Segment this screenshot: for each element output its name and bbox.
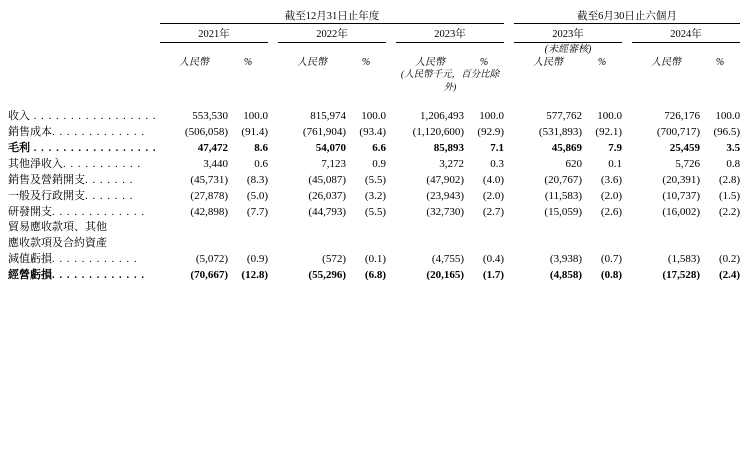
cell-value: 3,440 [203,157,228,170]
header-group-interim: 截至6月30日止六個月 [514,10,740,24]
header-bottom-spacer-row [8,95,740,109]
cell-value: (93.4) [359,125,386,138]
cell-gap [268,109,278,125]
cell-empty [160,236,740,252]
row-label-text: 其他淨收入 [8,157,63,170]
header-group-annual: 截至12月31日止年度 [160,10,504,24]
header-year-2024-interim: 2024年 [632,28,740,42]
header-year-gap-3 [504,28,514,42]
cell-value: (6.8) [364,269,386,282]
cell-gap [268,157,278,173]
cell-value: (700,717) [656,125,700,138]
table-row [8,220,740,236]
row-label-text: 貿易應收款項、其他 [8,221,107,234]
cell-value: (2.2) [718,205,740,218]
cell-value: (92.9) [477,125,504,138]
row-label-dots: . . . . . . . . . . . . . . . . . [30,142,157,154]
cell-empty [160,220,740,236]
cell-gap [622,125,632,141]
table-row [8,268,740,284]
row-label-cell [8,236,160,252]
header-currency-row [8,56,740,70]
cell-gap [386,173,396,189]
header-year-row [8,28,740,42]
header-year-2023-interim: 2023年 [514,28,622,42]
header-currency-gap-3 [504,56,514,70]
cell-gap [386,189,396,205]
cell-value: (3,938) [549,253,582,266]
cell-gap [504,141,514,157]
header-percent-2022: % [361,56,371,68]
table-row [8,189,740,205]
header-corner-cell [8,10,160,24]
row-label-text: 銷售及營銷開支 [8,173,85,186]
cell-value: (7.7) [246,205,268,218]
cell-value: 0.1 [608,157,622,170]
row-label-dots: . . . . . . . . . . . . . [52,126,146,138]
cell-value: (531,893) [538,125,582,138]
cell-value: (5.5) [364,205,386,218]
cell-value: (2.4) [718,269,740,282]
header-unit-blank-3 [514,69,622,95]
cell-value: 726,176 [664,109,700,122]
cell-value: (26,037) [308,189,346,202]
cell-value: 7,123 [321,157,346,170]
header-currency-2024h: 人民幣 [651,56,681,68]
cell-value: 3.5 [726,141,740,154]
cell-value: (2.7) [482,205,504,218]
cell-value: 54,070 [315,141,346,154]
cell-value: (1.7) [482,269,504,282]
financial-table [8,10,740,284]
header-unit-gap-1 [268,69,278,95]
cell-value: 100.0 [715,109,740,122]
cell-value: 6.6 [372,141,386,154]
cell-value: (15,059) [544,205,582,218]
row-label-dots: . . . . . . . . . . . . [52,254,138,266]
header-currency-gap-2 [386,56,396,70]
cell-value: (4,858) [549,269,582,282]
cell-value: (45,731) [190,173,228,186]
cell-gap [622,157,632,173]
row-label-text: 收入 [8,109,30,122]
cell-value: 0.3 [490,157,504,170]
cell-value: (92.1) [595,125,622,138]
cell-gap [622,189,632,205]
cell-value: (3.6) [600,173,622,186]
cell-value: 815,974 [310,109,346,122]
table-row [8,173,740,189]
header-unit-gap-2 [386,69,396,95]
row-label-text: 經營虧損 [8,269,52,282]
row-label-text: 應收款項及合約資產 [8,237,107,250]
cell-gap [268,252,278,268]
row-label-dots: . . . . . . . . . . . [63,158,142,170]
cell-value: 45,869 [551,141,582,154]
header-unit-gap-3 [504,69,514,95]
cell-value: (2.0) [482,189,504,202]
cell-gap [386,268,396,284]
table-row [8,125,740,141]
cell-value: 5,726 [675,157,700,170]
header-year-2022: 2022年 [278,28,386,42]
header-unaudited-label: (未經審核) [544,43,592,55]
cell-gap [622,173,632,189]
cell-value: (5.5) [364,173,386,186]
cell-value: 47,472 [197,141,228,154]
header-unit-corner [8,69,160,95]
header-unaudited-blank-3 [396,42,504,56]
header-currency-2021: 人民幣 [179,56,209,68]
cell-value: (70,667) [190,269,228,282]
header-currency-2023: 人民幣 [415,56,445,68]
header-unaudited-gap-4 [622,42,632,56]
table-row [8,141,740,157]
header-year-gap-2 [386,28,396,42]
header-unit-gap-4 [622,69,632,95]
header-unit-blank-4 [632,69,740,95]
cell-value: (20,767) [544,173,582,186]
row-label-cell [8,173,160,189]
header-unit-blank-2 [278,69,386,95]
cell-gap [386,205,396,221]
cell-value: (572) [322,253,346,266]
header-unaudited-blank-4 [632,42,740,56]
row-label-text: 毛利 [8,141,30,154]
row-label-cell [8,141,160,157]
cell-value: (761,904) [302,125,346,138]
row-label-dots: . . . . . . . . . . . . . [52,206,146,218]
cell-value: (0.1) [364,253,386,266]
header-percent-2023h: % [597,56,607,68]
cell-gap [504,189,514,205]
cell-gap [268,189,278,205]
table-row [8,252,740,268]
header-unaudited-gap-1 [268,42,278,56]
header-currency-corner [8,56,160,70]
table-row [8,109,740,125]
header-currency-gap-4 [622,56,632,70]
cell-value: (11,583) [544,189,582,202]
cell-value: 620 [565,157,582,170]
cell-gap [504,173,514,189]
table-row [8,157,740,173]
cell-gap [386,141,396,157]
cell-gap [386,157,396,173]
cell-value: (23,943) [426,189,464,202]
cell-value: (4,755) [431,253,464,266]
cell-gap [386,125,396,141]
cell-value: 0.8 [726,157,740,170]
header-unaudited-gap-3 [504,42,514,56]
cell-value: (96.5) [713,125,740,138]
cell-value: (32,730) [426,205,464,218]
cell-value: 8.6 [254,141,268,154]
row-label-text: 一般及行政開支 [8,189,85,202]
cell-value: 3,272 [439,157,464,170]
header-unaudited-row [8,42,740,56]
header-currency-2023h: 人民幣 [533,56,563,68]
cell-value: (20,165) [426,269,464,282]
cell-value: 553,530 [192,109,228,122]
cell-gap [622,141,632,157]
cell-value: 577,762 [546,109,582,122]
cell-value: (27,878) [190,189,228,202]
cell-value: (17,528) [662,269,700,282]
header-year-corner [8,28,160,42]
cell-gap [386,109,396,125]
cell-value: (10,737) [662,189,700,202]
row-label-dots: . . . . . . . [85,174,134,186]
cell-value: (1,120,600) [412,125,464,138]
row-label-cell [8,268,160,284]
cell-gap [504,205,514,221]
header-unaudited-blank-1 [160,42,268,56]
cell-gap [268,141,278,157]
cell-gap [268,173,278,189]
cell-value: 0.6 [254,157,268,170]
cell-value: (55,296) [308,269,346,282]
cell-gap [622,205,632,221]
row-label-cell [8,125,160,141]
row-label-cell [8,205,160,221]
cell-gap [504,109,514,125]
header-percent-2024h: % [715,56,725,68]
cell-value: 1,206,493 [420,109,464,122]
cell-value: 100.0 [597,109,622,122]
header-group-row [8,10,740,24]
cell-value: (1,583) [667,253,700,266]
header-unit-blank-1 [160,69,268,95]
header-unaudited-blank-2 [278,42,386,56]
cell-value: 100.0 [479,109,504,122]
header-year-gap-1 [268,28,278,42]
cell-gap [268,125,278,141]
row-label-text: 減值虧損 [8,253,52,266]
row-label-cell [8,109,160,125]
cell-value: (91.4) [241,125,268,138]
row-label-dots: . . . . . . . [85,190,134,202]
header-unaudited-corner [8,42,160,56]
cell-value: (1.5) [718,189,740,202]
cell-gap [504,252,514,268]
cell-gap [622,109,632,125]
cell-gap [386,252,396,268]
cell-value: (0.7) [600,253,622,266]
header-year-gap-4 [622,28,632,42]
cell-gap [268,205,278,221]
cell-value: 7.1 [490,141,504,154]
cell-value: 100.0 [361,109,386,122]
cell-value: 25,459 [669,141,700,154]
header-unaudited-gap-2 [386,42,396,56]
cell-value: (42,898) [190,205,228,218]
row-label-cell [8,189,160,205]
cell-value: (0.4) [482,253,504,266]
cell-value: 100.0 [243,109,268,122]
row-label-cell [8,157,160,173]
cell-value: (45,087) [308,173,346,186]
cell-value: 0.9 [372,157,386,170]
cell-value: (8.3) [246,173,268,186]
cell-value: (0.8) [600,269,622,282]
cell-value: (506,058) [184,125,228,138]
header-year-2021: 2021年 [160,28,268,42]
cell-value: (5,072) [195,253,228,266]
cell-gap [504,157,514,173]
cell-value: (5.0) [246,189,268,202]
header-currency-gap-1 [268,56,278,70]
cell-value: 7.9 [608,141,622,154]
row-label-text: 研發開支 [8,205,52,218]
cell-value: (47,902) [426,173,464,186]
row-label-dots: . . . . . . . . . . . . . [52,270,146,282]
cell-value: (2.6) [600,205,622,218]
table-row [8,236,740,252]
cell-value: (2.0) [600,189,622,202]
header-percent-2021: % [243,56,253,68]
cell-value: (12.8) [241,269,268,282]
cell-gap [504,125,514,141]
cell-gap [268,268,278,284]
cell-value: (0.2) [718,253,740,266]
header-percent-2023: % [479,56,489,68]
cell-value: (0.9) [246,253,268,266]
header-unit-note-row [8,69,740,95]
cell-value: (20,391) [662,173,700,186]
header-gap-cell [504,10,514,24]
row-label-cell [8,220,160,236]
table-body [8,109,740,284]
table-header [8,10,740,109]
cell-value: (16,002) [662,205,700,218]
cell-value: 85,893 [433,141,464,154]
cell-value: (2.8) [718,173,740,186]
row-label-cell [8,252,160,268]
cell-value: (3.2) [364,189,386,202]
cell-value: (44,793) [308,205,346,218]
header-year-2023-annual: 2023年 [396,28,504,42]
cell-gap [622,252,632,268]
header-bottom-spacer-cell [8,95,740,109]
header-unit-note: (人民幣千元，百分比除外) [400,70,500,94]
cell-gap [622,268,632,284]
row-label-text: 銷售成本 [8,125,52,138]
cell-gap [504,268,514,284]
row-label-dots: . . . . . . . . . . . . . . . . . [30,110,157,122]
header-currency-2022: 人民幣 [297,56,327,68]
cell-value: (4.0) [482,173,504,186]
table-row [8,205,740,221]
